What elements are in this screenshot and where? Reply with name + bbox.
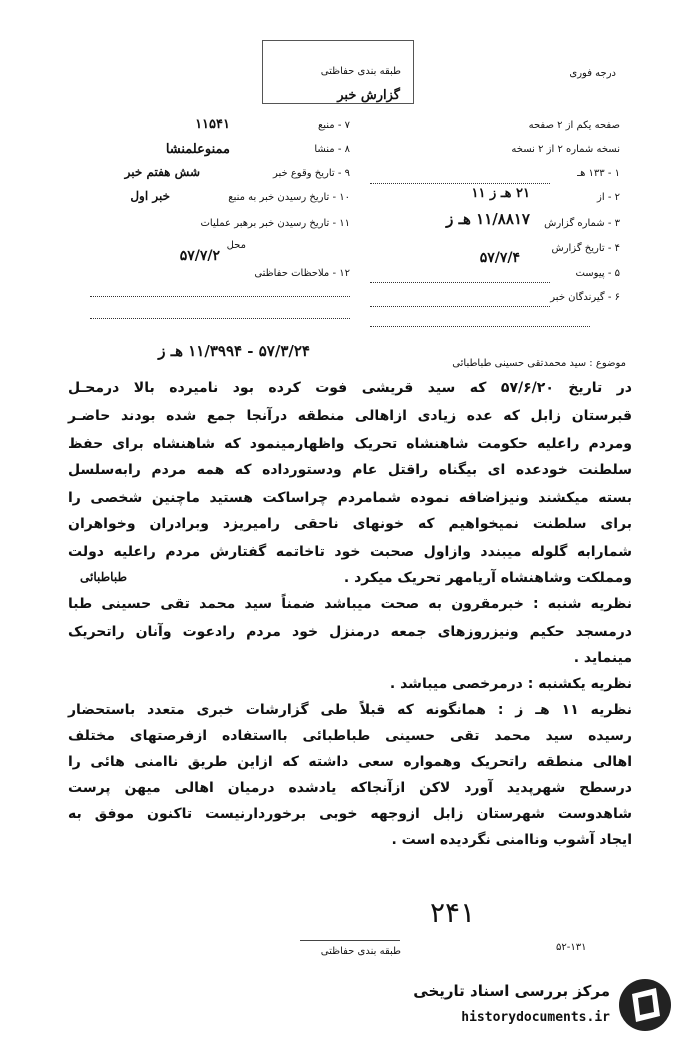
comment-line: نظریه شنبه : خبرمقرون به صحت میباشد ضمناً سید محمد تقی حسینی طبا [68, 596, 632, 612]
comment-line: شاهدوست شهرستان زابل ازوجهه خوبی برخوردارنیست تاکنون موفق به [68, 806, 632, 822]
body-line: برای سلطنت نمیخواهیم که خونهای ناحقی رامیریزد وبرادران وخواهران [68, 516, 632, 532]
field-r4-label: ۴ - تاریخ گزارش [551, 243, 620, 254]
top-classification: طبقه بندی حفاظتی [320, 66, 401, 77]
field-r5-label: ۵ - پیوست [575, 268, 620, 279]
field-r3-value: ۱۱/۸۸۱۷ هـ ز [446, 210, 530, 228]
report-title: گزارش خبر [337, 88, 400, 103]
watermark [390, 970, 680, 1040]
subject: موضوع : سید محمدتقی حسینی طباطبائی [452, 358, 626, 369]
watermark-org: مرکز بررسی اسناد تاریخی [413, 982, 610, 1000]
field-r4-value: ۵۷/۷/۴ [479, 250, 520, 266]
field-r1-line [370, 183, 550, 184]
body-line: شمارابه گلوله میبندد وازاول صحبت خود تاخاتمه گفتارش مردم راعلیه دولت [68, 544, 632, 560]
field-r6-line2 [370, 326, 590, 327]
field-r6-line [370, 306, 550, 307]
footer-classification: طبقه بندی حفاظتی [320, 946, 401, 957]
body-line: قبرستان زابل که عده زیادی ازاهالی منطقه درآنجا جمع شده بودند حاضـر [68, 408, 632, 424]
field-l12-label: ۱۲ - ملاحظات حفاظتی [254, 268, 350, 279]
comment-sunday: نظریه یکشنبه : درمرخصی میباشد . [389, 676, 632, 692]
body-line: ومردم راعلیه حکومت شاهنشاه تحریک واظهارمینمود که شاهنشاه برای حفظ [68, 436, 632, 452]
comment-line: ایجاد آشوب وناامنی نگردیده است . [391, 832, 632, 848]
field-r1-label: ۱ - ۱۳۳ هـ [577, 168, 620, 179]
field-r6-label: ۶ - گیرندگان خبر [550, 292, 620, 303]
field-l8-value: ممنوعلمنشا [165, 142, 230, 157]
comment-line: نظریه ۱۱ هـ ز : همانگونه که قبلاً طی گزارشات خبری متعدد باستحضار [68, 702, 632, 718]
comment-line: رسیده سید محمد تقی حسینی طباطبائی بااستفاده ازفرصتهای مختلف [68, 728, 632, 744]
field-l7-value: ۱۱۵۴۱ [195, 117, 230, 132]
field-l11-label: ۱۱ - تاریخ رسیدن خبر برهبر عملیات [200, 218, 350, 229]
field-l11-value: ۵۷/۷/۲ [179, 248, 220, 264]
field-l7-label: ۷ - منبع [317, 120, 350, 131]
field-l12-line2 [90, 318, 350, 319]
field-r2-label: ۲ - از [597, 192, 620, 203]
body-line: ومملکت وشاهنشاه آریامهر تحریک میکرد . [343, 570, 632, 586]
field-l9-value: شش هفتم خبر [124, 165, 200, 179]
field-l10-label: ۱۰ - تاریخ رسیدن خبر به منبع [228, 192, 350, 203]
mahal-label: محل [226, 240, 246, 251]
watermark-site: historydocuments.ir [461, 1010, 610, 1025]
comment-line: مینماید . [573, 650, 632, 666]
footer-divider [300, 940, 400, 941]
comment-line: درمسجد حکیم ونیزروزهای جمعه درمنزل خود مردم رادعوت وآنان راتحریک [68, 624, 632, 640]
footer-code: ۵۲-۱۳۱ [556, 942, 587, 953]
handwritten-number: ۲۴۱ [430, 896, 476, 929]
field-l8-label: ۸ - منشا [314, 144, 350, 155]
comment-line: اهالی منطقه راتحریک وهمواره سعی داشته که ازاین طریق ناامنی هائی را [68, 754, 632, 770]
subject-number: ۵۷/۳/۲۴ - ۱۱/۳۹۹۴ هـ ز [158, 342, 310, 360]
body-line: بسته میکشند ونیزاضافه نموده شمامردم چراساکت هستید ماچنین شخصی را [68, 490, 632, 506]
comment-line: درسطح شهرپدید آورد لاکن ازآنجاکه یادشده درمیان اهالی میهن پرست [68, 780, 632, 796]
field-r2-value: ۲۱ هـ ز ۱۱ [471, 186, 530, 201]
field-l12-line [90, 296, 350, 297]
body-line: در تاریخ ۵۷/۶/۲۰ که سید قریشی فوت کرده بود ناميرده بالا درمحـل [68, 380, 632, 396]
priority-label: درجه فوری [569, 68, 616, 79]
handwritten-note: طباطبائی [80, 570, 127, 584]
body-line: سلطنت خودعده ای بیگناه راقتل عام ودستورداده که همه مردم رابه‌سلسل [68, 462, 632, 478]
field-r5-line [370, 282, 550, 283]
archive-logo-icon [616, 976, 674, 1034]
field-l9-label: ۹ - تاریخ وقوع خبر [272, 168, 350, 179]
copy-info: نسخه شماره ۲ از ۲ نسخه [511, 144, 620, 155]
field-r3-label: ۳ - شماره گزارش [544, 218, 620, 229]
pages-info: صفحه یکم از ۲ صفحه [528, 120, 620, 131]
field-l10-value: خبر اول [130, 189, 170, 203]
